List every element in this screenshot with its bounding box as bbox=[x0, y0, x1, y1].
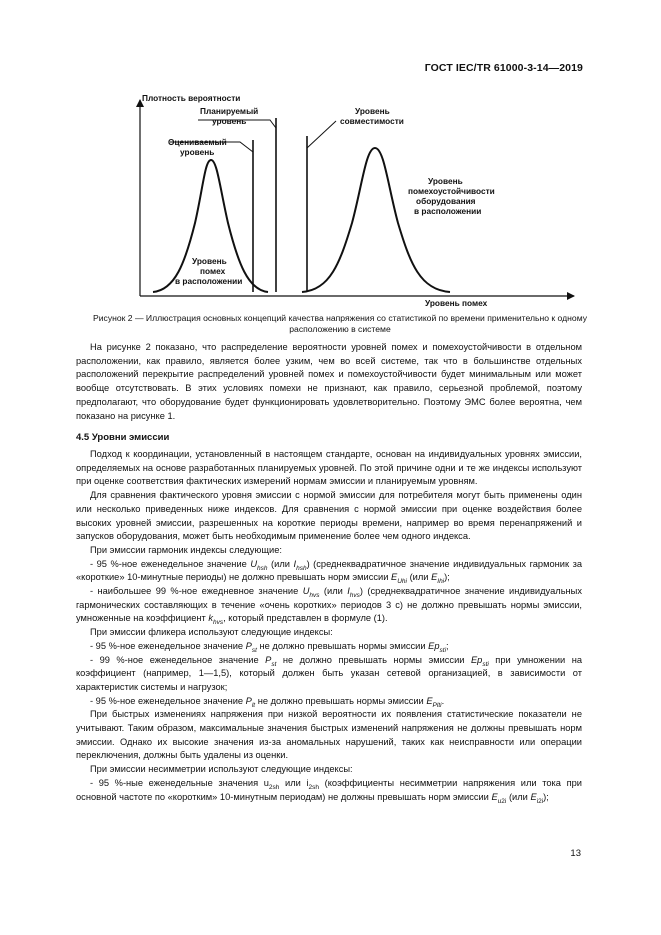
flicker-item-1: - 95 %-ное еженедельное значение $P_{st}$ не должно превышать нормы эмиссии $Ep_{sti}$; bbox=[90, 640, 449, 654]
compatibility-level-label: Уровень совместимости bbox=[340, 106, 404, 126]
page-number: 13 bbox=[570, 848, 581, 859]
unbalance-intro: При эмиссии несимметрии используют следующие индексы: bbox=[90, 764, 353, 775]
paragraph: Для сравнения фактического уровня эмиссии с нормой эмиссии для потребителя могут быть применены один или несколько приведенных ниже индексов. Для сравнения с нормой эмиссии при оценке воздействия более высоких уровней эмиссии, разрешенных на короткие периоды времени, например во время перенапряжений и запусков оборудования, может быть необходимым применение более чем одного индекса. bbox=[76, 490, 582, 542]
estimated-level-label: Оцениваемый уровень bbox=[168, 137, 227, 157]
planned-level-label: Планируемый уровень bbox=[200, 106, 259, 126]
y-axis-label: Плотность вероятности bbox=[142, 93, 241, 103]
document-header: ГОСТ IEC/TR 61000-3-14—2019 bbox=[424, 62, 583, 74]
site-interference-label: Уровень помех в расположении bbox=[175, 256, 243, 286]
harmonics-item-1: - 95 %-ное еженедельное значение $U_{hsh}$ (или $I_{hsh}$) (среднеквадратичное значение индивидуальных гармоник за «короткие» 10-минутные периоды) не должно превышать норм эмиссии $E_{Uhi}$ (или $E_{Ihi}$); bbox=[76, 558, 582, 586]
intro-block bbox=[76, 341, 582, 423]
harmonics-intro: При эмиссии гармоник индексы следующие: bbox=[90, 544, 282, 555]
section-body bbox=[76, 448, 582, 804]
section-title: 4.5 Уровни эмиссии bbox=[76, 432, 170, 443]
immunity-curve bbox=[302, 148, 450, 292]
figure-caption: Рисунок 2 — Иллюстрация основных концепций качества напряжения со статистикой по времени применительно к одному расположению в системе bbox=[92, 313, 587, 334]
x-axis-label: Уровень помех bbox=[425, 298, 488, 308]
immunity-level-label: Уровень помехоустойчивости оборудования в расположении bbox=[408, 176, 495, 216]
paragraph: При быстрых изменениях напряжения при низкой вероятности их появления статистические показатели не учитывают. Таким образом, максимальные значения быстрых изменений напряжения не должны превышать норм эмиссии. Однако их высокие значения из-за аномальных нарушений, таких как неисправности или операции переключения, должны быть удалены из оценки. bbox=[76, 709, 582, 761]
flicker-item-3: - 95 %-ное еженедельное значение $P_{lt}$ не должно превышать нормы эмиссии $E_{Plti}$. bbox=[90, 695, 445, 709]
flicker-item-2: - 99 %-ное еженедельное значение $P_{st}$ не должно превышать нормы эмиссии $Ep_{sti}$ при умножении на коэффициент (например, 1—1,5), который должен быть указан сетевой организацией, в зависимости от характеристик системы и нагрузок; bbox=[76, 654, 582, 692]
paragraph: Подход к координации, установленный в настоящем стандарте, основан на индивидуальных уровнях эмиссии, определяемых на основе разработанных планируемых уровней. По этой причине одни и те же индексы используют при оценке соответствия фактических измерений нормам эмиссии и планируемым уровням. bbox=[76, 449, 582, 487]
harmonics-item-2: - наибольшее 99 %-ное ежедневное значение $U_{hvs}$ (или $I_{hvs}$) (среднеквадратичное значение индивидуальных гармонических составляющих в течение «очень коротких» периодов 3 с) не должно превышать нормы эмиссии, умноженные на коэффициент $k_{hvs}$, который представлен в формуле (1). bbox=[76, 586, 582, 627]
paragraph: На рисунке 2 показано, что распределение вероятности уровней помех и помехоустойчивости в отдельном расположении, как правило, является более узким, чем во всей системе, так что в большинстве отдельных расположений перекрытие распределений уровней помех и помехоустойчивости будет минимальным или может вообще отсутствовать. В этих условиях помехи не признают, как правило, серьезной проблемой, поэтому предполагают, что оборудование будет функционировать удовлетворительно. Поэтому ЭМС более вероятна, чем показано на рисунке 1. bbox=[76, 342, 582, 421]
compatibility-level-leader bbox=[307, 121, 336, 148]
figure-2 bbox=[40, 88, 630, 308]
unbalance-item-1: - 95 %-ные еженедельные значения $u_{2sh}$ или $i_{2sh}$ (коэффициенты несимметрии напряжения или тока при основной частоте по «коротким» 10-минутным периодам) не должны превышать норм эмиссии $E_{u2i}$ (или $E_{i2i}$); bbox=[76, 777, 582, 805]
distribution-diagram bbox=[40, 88, 630, 308]
flicker-intro: При эмиссии фликера используют следующие индексы: bbox=[90, 627, 333, 638]
